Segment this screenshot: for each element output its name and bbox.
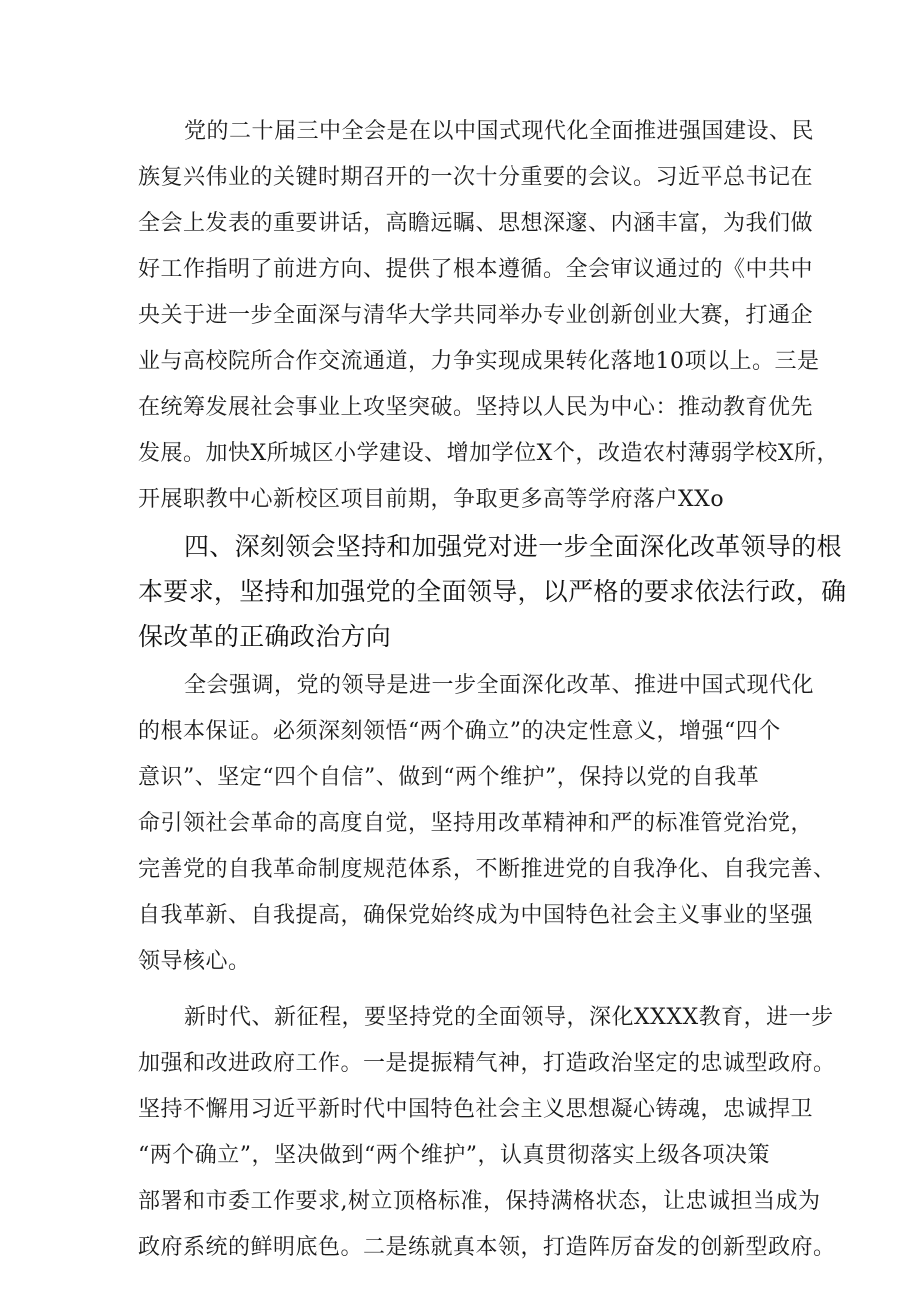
heading-line: 四、深刻领会坚持和加强党对进一步全面深化改革领导的根	[184, 532, 842, 561]
paragraph-line: 好工作指明了前进方向、提供了根本遵循。全会审议通过的《中共中	[138, 257, 814, 282]
paragraph-line: 加强和改进政府工作。一是提振精气神，打造政治坚定的忠诚型政府。	[138, 1051, 836, 1076]
paragraph-line: 部署和市委工作要求,树立顶格标准，保持满格状态，让忠诚担当成为	[138, 1189, 821, 1214]
paragraph-line: 的根本保证。必须深刻领悟“两个确立”的决定性意义，增强“四个	[138, 719, 781, 744]
paragraph-line: 全会强调，党的领导是进一步全面深化改革、推进中国式现代化	[184, 673, 815, 698]
heading-line: 本要求，坚持和加强党的全面领导，以严格的要求依法行政，确	[138, 577, 847, 606]
paragraph-line: 命引领社会革命的高度自觉，坚持用改革精神和严的标准管党治党，	[138, 811, 814, 836]
paragraph-line: 在统筹发展社会事业上攻坚突破。坚持以人民为中心：推动教育优先	[138, 395, 814, 420]
paragraph-line: 新时代、新征程，要坚持党的全面领导，深化XXXX教育，进一步	[184, 1005, 834, 1030]
paragraph-line: 发展。加快X所城区小学建设、增加学位X个，改造农村薄弱学校X所，	[138, 441, 839, 466]
paragraph-line: 业与高校院所合作交流通道，力争实现成果转化落地10项以上。三是	[138, 349, 820, 374]
heading-line: 保改革的正确政治方向	[138, 622, 392, 651]
paragraph-line: 政府系统的鲜明底色。二是练就真本领，打造阵厉奋发的创新型政府。	[138, 1235, 836, 1260]
paragraph-line: 坚持不懈用习近平新时代中国特色社会主义思想凝心铸魂，忠诚捍卫	[138, 1097, 814, 1122]
paragraph-line: 党的二十届三中全会是在以中国式现代化全面推进强国建设、民	[184, 119, 815, 144]
paragraph-line: “两个确立”，坚决做到“两个维护”，认真贯彻落实上级各项决策	[138, 1143, 770, 1168]
paragraph-line: 全会上发表的重要讲话，高瞻远瞩、思想深邃、内涵丰富，为我们做	[138, 211, 814, 236]
paragraph-line: 完善党的自我革命制度规范体系，不断推进党的自我净化、自我完善、	[138, 857, 836, 882]
paragraph-line: 自我革新、自我提高，确保党始终成为中国特色社会主义事业的坚强	[138, 903, 814, 928]
paragraph-line: 领导核心。	[138, 949, 251, 974]
paragraph-line: 开展职教中心新校区项目前期，争取更多高等学府落户XXo	[138, 487, 725, 512]
paragraph-line: 央关于进一步全面深与清华大学共同举办专业创新创业大赛，打通企	[138, 303, 814, 328]
paragraph-line: 意识”、坚定“四个自信”、做到“两个维护”，保持以党的自我革	[138, 765, 760, 790]
paragraph-line: 族复兴伟业的关键时期召开的一次十分重要的会议。习近平总书记在	[138, 165, 814, 190]
